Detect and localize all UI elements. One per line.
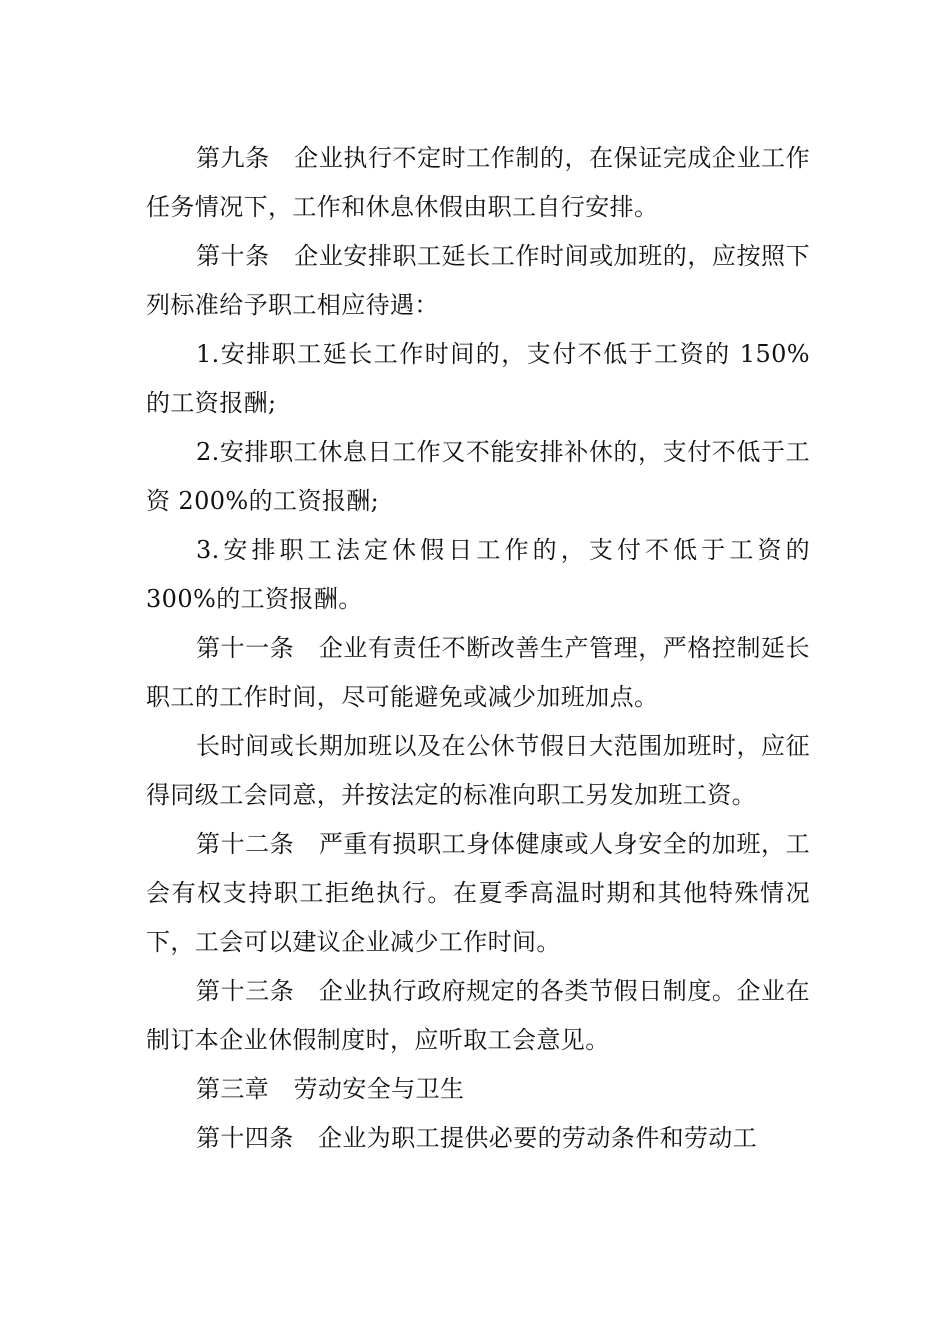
article-11-paragraph: 第十一条 企业有责任不断改善生产管理，严格控制延长职工的工作时间，尽可能避免或减少加班加点。: [146, 634, 810, 711]
overtime-item-2: 2.安排职工休息日工作又不能安排补休的，支付不低于工资 200%的工资报酬;: [146, 438, 810, 515]
chapter-3-heading: 第三章 劳动安全与卫生: [196, 1075, 465, 1103]
article-12-paragraph: 第十二条 严重有损职工身体健康或人身安全的加班，工会有权支持职工拒绝执行。在夏季高温时期和其他特殊情况下，工会可以建议企业减少工作时间。: [146, 830, 810, 956]
article-13-paragraph: 第十三条 企业执行政府规定的各类节假日制度。企业在制订本企业休假制度时，应听取工会意见。: [146, 977, 810, 1054]
article-14-paragraph: 第十四条 企业为职工提供必要的劳动条件和劳动工: [196, 1124, 758, 1152]
article-9-paragraph: 第九条 企业执行不定时工作制的，在保证完成企业工作任务情况下，工作和休息休假由职工自行安排。: [146, 144, 810, 221]
overtime-item-3: 3.安排职工法定休假日工作的，支付不低于工资的 300%的工资报酬。: [146, 536, 810, 613]
overtime-item-1: 1.安排职工延长工作时间的，支付不低于工资的 150%的工资报酬;: [146, 340, 810, 417]
article-11-continuation: 长时间或长期加班以及在公休节假日大范围加班时，应征得同级工会同意，并按法定的标准向职工另发加班工资。: [146, 732, 810, 809]
document-body: [146, 134, 810, 1163]
article-10-paragraph: 第十条 企业安排职工延长工作时间或加班的，应按照下列标准给予职工相应待遇：: [146, 242, 810, 319]
